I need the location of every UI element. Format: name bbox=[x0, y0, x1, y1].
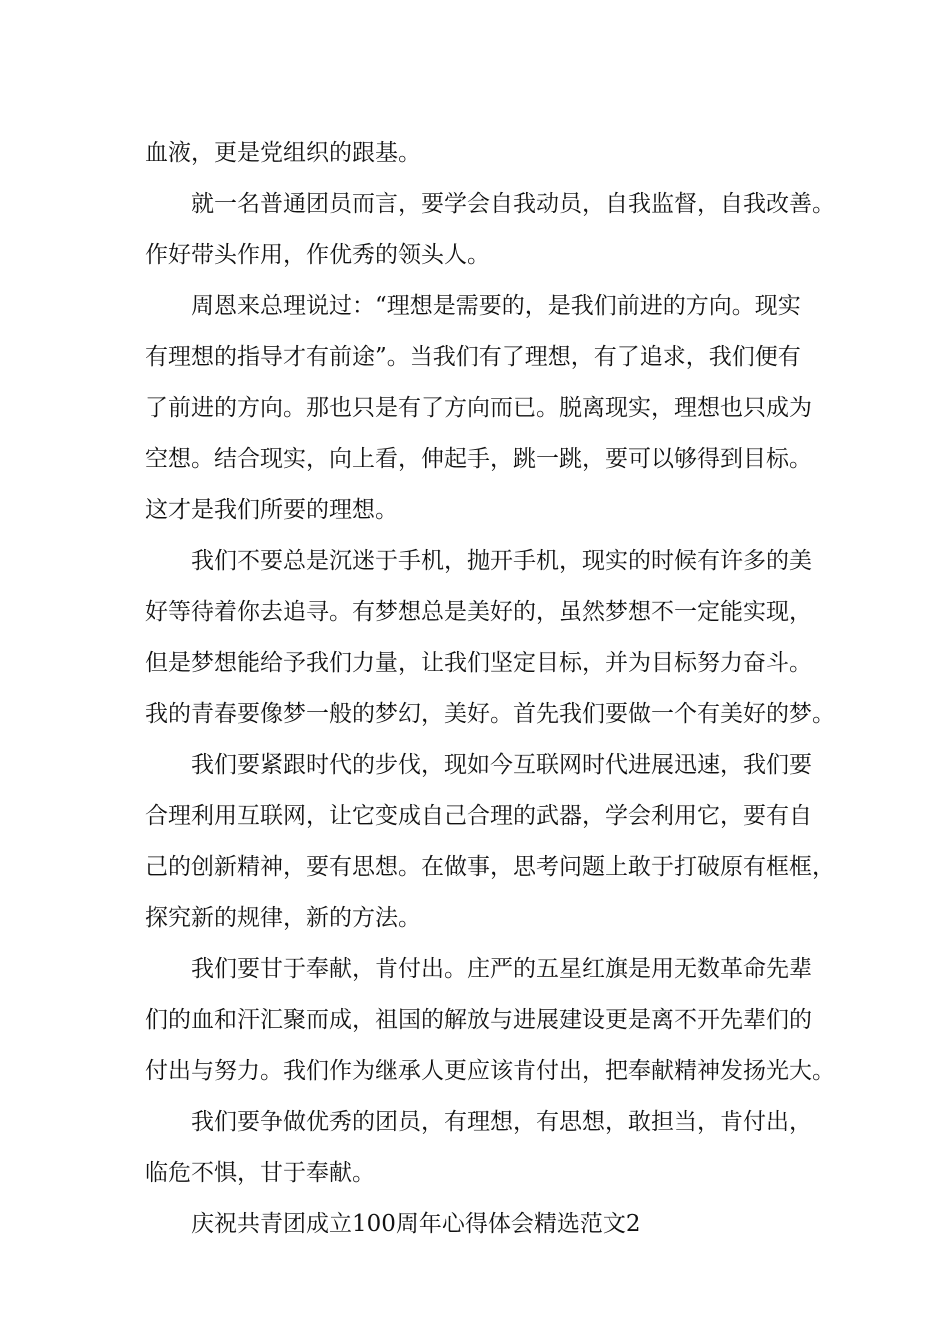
paragraph bbox=[145, 128, 835, 179]
text-line: 们的血和汗汇聚而成，祖国的解放与进展建设更是离不开先辈们的 bbox=[145, 1007, 812, 1033]
text-line: 临危不惧，甘于奉献。 bbox=[145, 1160, 375, 1186]
paragraph bbox=[145, 740, 835, 944]
text-line: 血液，更是党组织的跟基。 bbox=[145, 140, 421, 166]
text-line: 我们要争做优秀的团员，有理想，有思想，敢担当，肯付出， bbox=[191, 1109, 812, 1135]
text-line: 了前进的方向。那也只是有了方向而已。脱离现实，理想也只成为 bbox=[145, 395, 812, 421]
text-line: 我们要甘于奉献，肯付出。庄严的五星红旗是用无数革命先辈 bbox=[191, 956, 812, 982]
text-line: 但是梦想能给予我们力量，让我们坚定目标，并为目标努力奋斗。 bbox=[145, 650, 812, 676]
text-line: 探究新的规律，新的方法。 bbox=[145, 905, 421, 931]
text-line: 我的青春要像梦一般的梦幻，美好。首先我们要做一个有美好的梦。 bbox=[145, 701, 835, 727]
text-line: 己的创新精神，要有思想。在做事，思考问题上敢于打破原有框框， bbox=[145, 854, 835, 880]
text-line: 空想。结合现实，向上看，伸起手，跳一跳，要可以够得到目标。 bbox=[145, 446, 812, 472]
text-line: 作好带头作用，作优秀的领头人。 bbox=[145, 242, 490, 268]
text-line: 就一名普通团员而言，要学会自我动员，自我监督，自我改善。 bbox=[191, 191, 835, 217]
section-heading bbox=[145, 1199, 835, 1250]
text-line: 付出与努力。我们作为继承人更应该肯付出，把奉献精神发扬光大。 bbox=[145, 1058, 835, 1084]
text-line: 合理利用互联网，让它变成自己合理的武器，学会利用它，要有自 bbox=[145, 803, 812, 829]
text-line: 周恩来总理说过：“理想是需要的，是我们前进的方向。现实 bbox=[191, 293, 801, 319]
text-line: 这才是我们所要的理想。 bbox=[145, 497, 398, 523]
paragraph bbox=[145, 179, 835, 281]
section-heading-text: 庆祝共青团成立100周年心得体会精选范文2 bbox=[191, 1211, 641, 1237]
document-body bbox=[145, 128, 835, 1250]
text-line: 有理想的指导才有前途”。当我们有了理想，有了追求，我们便有 bbox=[145, 344, 801, 370]
paragraph bbox=[145, 536, 835, 740]
paragraph bbox=[145, 281, 835, 536]
paragraph bbox=[145, 1097, 835, 1199]
text-line: 好等待着你去追寻。有梦想总是美好的，虽然梦想不一定能实现， bbox=[145, 599, 812, 625]
text-line: 我们要紧跟时代的步伐，现如今互联网时代进展迅速，我们要 bbox=[191, 752, 812, 778]
paragraph bbox=[145, 944, 835, 1097]
text-line: 我们不要总是沉迷于手机，抛开手机，现实的时候有许多的美 bbox=[191, 548, 812, 574]
